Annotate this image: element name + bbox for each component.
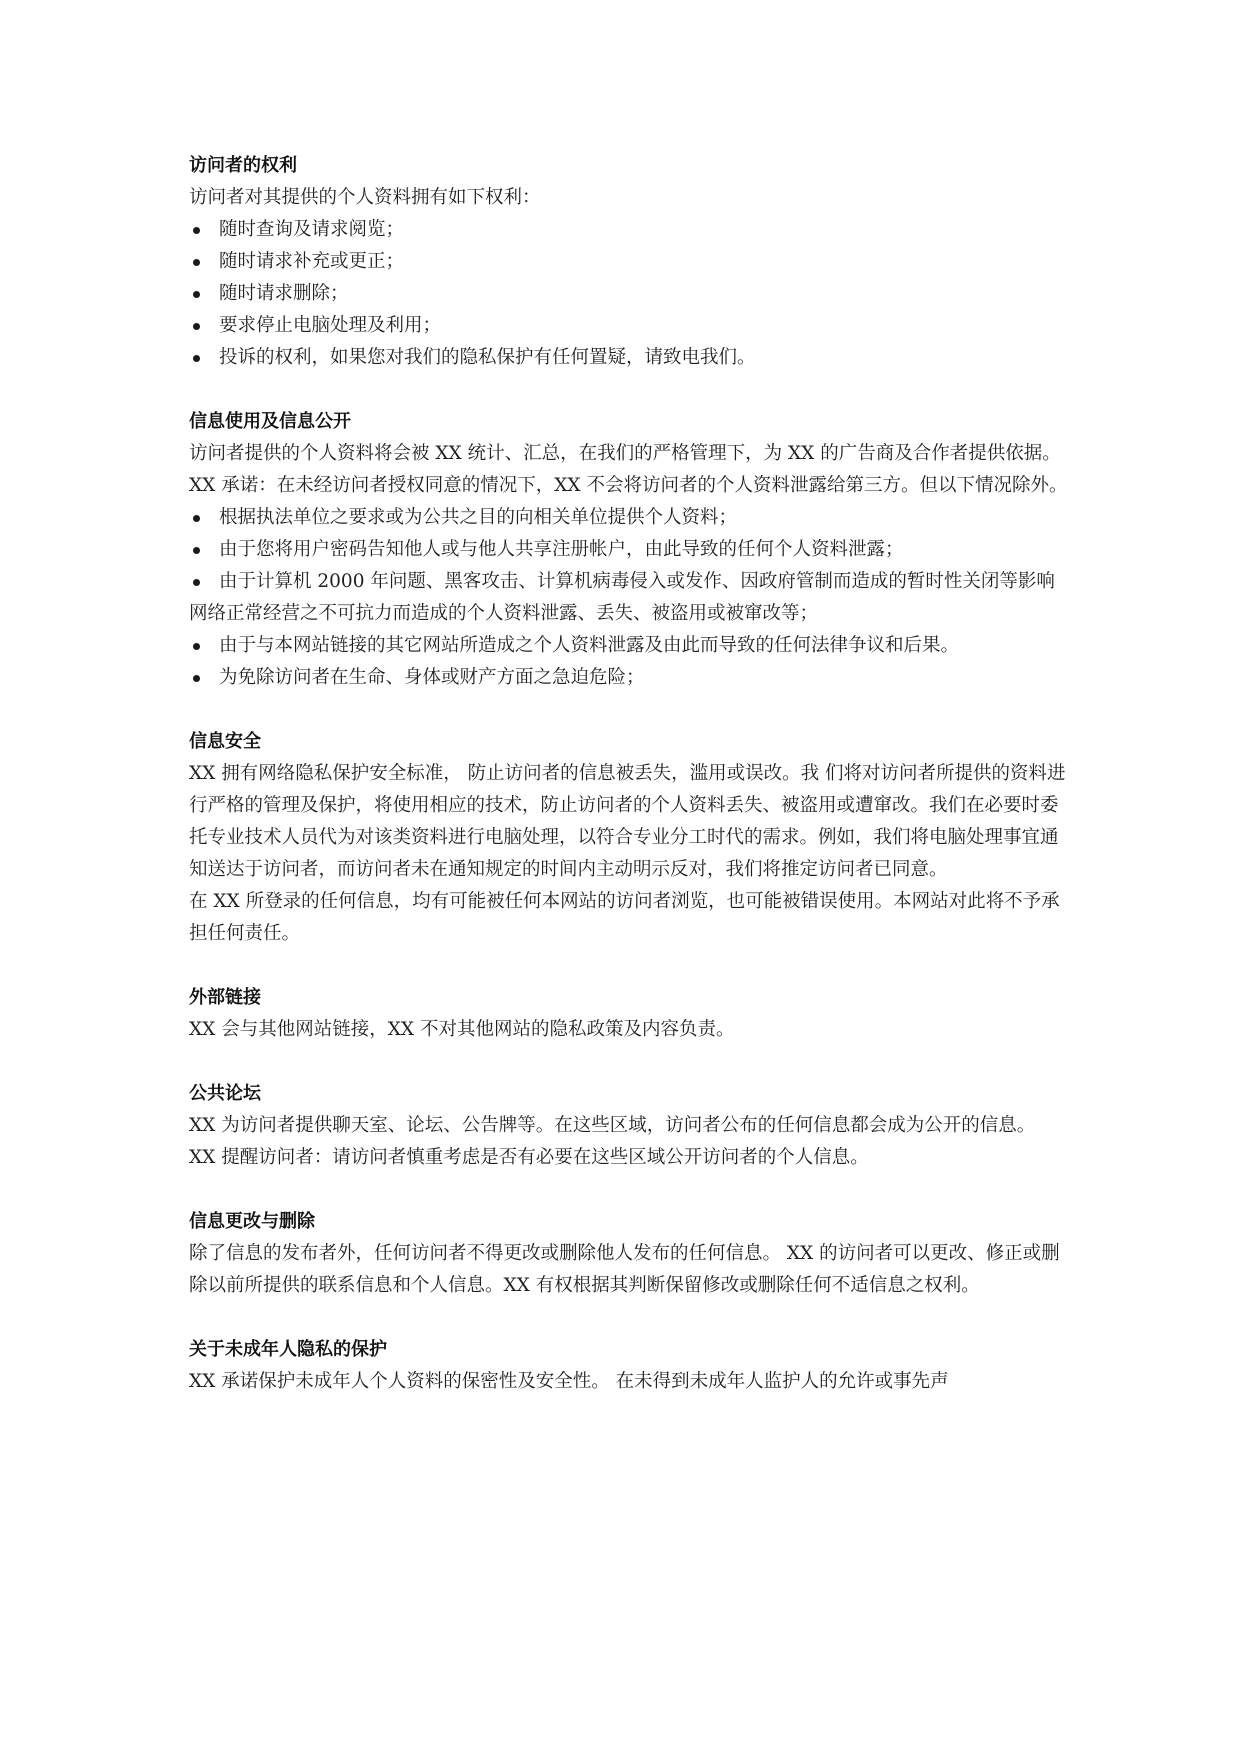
- bullet-item: [189, 342, 1069, 374]
- bullet-item: [189, 214, 1069, 246]
- bullet-text: 为免除访问者在生命、身体或财产方面之急迫危险；: [219, 667, 645, 688]
- section-paragraph: XX 提醒访问者：请访问者慎重考虑是否有必要在这些区域公开访问者的个人信息。: [189, 1147, 869, 1168]
- document-content: [189, 150, 1069, 1398]
- section-info-modify-delete: [189, 1206, 1069, 1302]
- bullet-icon: [193, 323, 200, 330]
- bullet-icon: [193, 291, 200, 298]
- bullet-text: 随时查询及请求阅览；: [219, 219, 405, 240]
- bullet-icon: [193, 355, 200, 362]
- section-paragraph: XX 承诺保护未成年人个人资料的保密性及安全性。 在未得到未成年人监护人的允许或事先声: [189, 1371, 949, 1392]
- section-info-security: [189, 726, 1069, 950]
- section-public-forum: [189, 1078, 1069, 1174]
- section-heading: 访问者的权利: [189, 155, 297, 176]
- bullet-icon: [193, 515, 200, 522]
- bullet-item: [189, 278, 1069, 310]
- section-paragraph: XX 拥有网络隐私保护安全标准， 防止访问者的信息被丢失，滥用或误改。我 们将对访问者所提供的资料进行严格的管理及保护，将使用相应的技术，防止访问者的个人资料丢失、被盗用或遭窜改。我们在必要时委托专业技术人员代为对该类资料进行电脑处理，以符合专业分工时代的需求。例如，我们将电脑处理事宜通知送达于访问者，而访问者未在通知规定的时间内主动明示反对，我们将推定访问者已同意。: [189, 763, 1066, 880]
- section-external-links: [189, 982, 1069, 1046]
- section-paragraph: XX 会与其他网站链接，XX 不对其他网站的隐私政策及内容负责。: [189, 1019, 735, 1040]
- bullet-item: [189, 246, 1069, 278]
- section-heading: 信息更改与删除: [189, 1211, 315, 1232]
- section-heading: 信息安全: [189, 731, 261, 752]
- section-paragraph: 在 XX 所登录的任何信息，均有可能被任何本网站的访问者浏览，也可能被错误使用。本网站对此将不予承担任何责任。: [189, 891, 1060, 944]
- section-heading: 关于未成年人隐私的保护: [189, 1339, 387, 1360]
- bullet-item: [189, 310, 1069, 342]
- section-heading: 信息使用及信息公开: [189, 411, 351, 432]
- bullet-icon: [193, 227, 200, 234]
- section-visitor-rights: [189, 150, 1069, 374]
- bullet-icon: [193, 675, 200, 682]
- bullet-text: 由于您将用户密码告知他人或与他人共享注册帐户，由此导致的任何个人资料泄露；: [219, 539, 904, 560]
- section-info-use-disclosure: [189, 406, 1069, 694]
- bullet-text: 由于计算机 2000 年问题、黑客攻击、计算机病毒侵入或发作、因政府管制而造成的暂时性关闭等影响网络正常经营之不可抗力而造成的个人资料泄露、丢失、被盗用或被窜改等；: [189, 571, 1055, 624]
- section-minor-privacy: [189, 1334, 1069, 1398]
- bullet-item: [189, 502, 1069, 534]
- bullet-text: 根据执法单位之要求或为公共之目的向相关单位提供个人资料；: [219, 507, 738, 528]
- section-paragraph: 除了信息的发布者外，任何访问者不得更改或删除他人发布的任何信息。 XX 的访问者可以更改、修正或删除以前所提供的联系信息和个人信息。XX 有权根据其判断保留修改或删除任何不适信息之权利。: [189, 1243, 1060, 1296]
- section-paragraph: 访问者提供的个人资料将会被 XX 统计、汇总，在我们的严格管理下，为 XX 的广告商及合作者提供依据。: [189, 443, 1061, 464]
- bullet-icon: [193, 579, 200, 586]
- bullet-text: 投诉的权利，如果您对我们的隐私保护有任何置疑，请致电我们。: [219, 347, 756, 368]
- bullet-text: 由于与本网站链接的其它网站所造成之个人资料泄露及由此而导致的任何法律争议和后果。: [219, 635, 960, 656]
- bullet-text: 随时请求删除；: [219, 283, 349, 304]
- bullet-item: [189, 630, 1069, 662]
- section-heading: 外部链接: [189, 987, 261, 1008]
- bullet-item: [189, 566, 1069, 630]
- bullet-list: [189, 502, 1069, 694]
- bullet-icon: [193, 547, 200, 554]
- bullet-text: 要求停止电脑处理及利用；: [219, 315, 442, 336]
- bullet-icon: [193, 259, 200, 266]
- section-heading: 公共论坛: [189, 1083, 261, 1104]
- bullet-item: [189, 534, 1069, 566]
- section-paragraph: 访问者对其提供的个人资料拥有如下权利：: [189, 187, 541, 208]
- bullet-text: 随时请求补充或更正；: [219, 251, 405, 272]
- section-paragraph: XX 承诺：在未经访问者授权同意的情况下，XX 不会将访问者的个人资料泄露给第三方。但以下情况除外。: [189, 475, 1068, 496]
- section-paragraph: XX 为访问者提供聊天室、论坛、公告牌等。在这些区域，访问者公布的任何信息都会成为公开的信息。: [189, 1115, 1036, 1136]
- bullet-item: [189, 662, 1069, 694]
- bullet-icon: [193, 643, 200, 650]
- bullet-list: [189, 214, 1069, 374]
